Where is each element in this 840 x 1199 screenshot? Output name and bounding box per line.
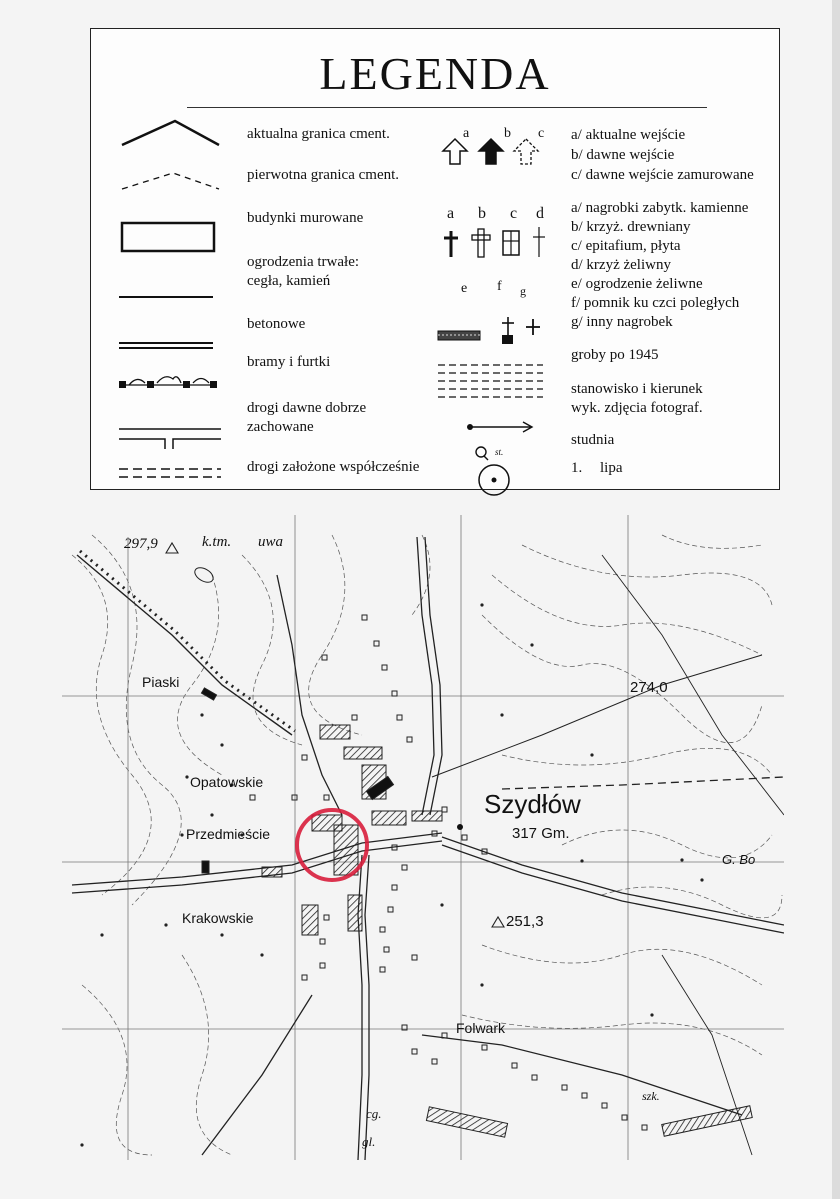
legend-left-symbols: [117, 117, 227, 482]
map-label-przedmiescie: Przedmieście: [186, 826, 271, 842]
grave-letter-e: e: [461, 281, 468, 296]
current-border-symbol: [122, 121, 219, 145]
wooden-cross-symbol: [472, 229, 490, 257]
map-grid: [62, 515, 784, 1160]
well-symbol-text: st.: [495, 447, 504, 457]
grave-desc-a: a/ nagrobki zabytk. kamienne: [571, 200, 749, 216]
linden-tree-symbol: [477, 463, 511, 497]
grave-desc-d: d/ krzyż żeliwny: [571, 257, 671, 273]
legend-old-roads-label-1: drogi dawne dobrze: [247, 400, 367, 416]
well-symbol: [476, 447, 488, 460]
entrance-desc-c: c/ dawne wejście zamurowane: [571, 167, 754, 183]
entrance-desc-a: a/ aktualne wejście: [571, 127, 686, 143]
legend-new-roads-label: drogi założone współcześnie: [247, 459, 420, 475]
map-label-gbo: G. Bo: [722, 852, 756, 867]
old-road-symbol: [119, 429, 221, 449]
map-label-cg: cg.: [366, 1106, 382, 1121]
grave-letter-g: g: [520, 284, 526, 298]
legend-title: LEGENDA: [319, 48, 551, 99]
triangulation-point-251: [492, 917, 504, 927]
iron-cross-symbol: [533, 227, 545, 257]
iron-fence-symbol: [438, 331, 480, 340]
pond-shape: [192, 565, 215, 585]
contour-lines: [72, 535, 782, 1155]
photo-label-1: stanowisko i kierunek: [571, 381, 703, 397]
grave-letter-c: c: [510, 205, 518, 222]
map-label-szydlow: Szydłów: [484, 789, 581, 819]
legend-brick-building-label: budynki murowane: [247, 210, 364, 226]
grave-letter-d: d: [536, 205, 544, 222]
grave-desc-e: e/ ogrodzenie żeliwne: [571, 276, 703, 292]
map-label-szk: szk.: [642, 1089, 660, 1103]
grave-desc-c: c/ epitafium, płyta: [571, 238, 681, 254]
other-grave-symbol: [526, 319, 540, 335]
legend-gates-label: bramy i furtki: [247, 354, 331, 370]
legend-middle-symbols: [433, 121, 557, 491]
map-elev-274: 274,0: [630, 679, 668, 696]
photo-label-2: wyk. zdjęcia fotograf.: [571, 400, 703, 416]
well-label: studnia: [571, 432, 615, 448]
gate-symbol: [119, 377, 217, 388]
map-label-folwark: Folwark: [456, 1020, 506, 1036]
legend-permanent-fence-label-2: cegła, kamień: [247, 273, 331, 289]
map-text-ktm: k.tm.: [202, 534, 232, 550]
legend-permanent-fence-label-1: ogrodzenia trwałe:: [247, 254, 360, 270]
entrance-letter-a: a: [463, 126, 470, 141]
legend-concrete-label: betonowe: [247, 316, 306, 332]
photo-position-symbol: [467, 422, 532, 432]
tree-label: lipa: [600, 460, 623, 476]
entrance-letter-c: c: [538, 126, 545, 141]
map-label-piaski: Piaski: [142, 674, 180, 690]
village-buildings: [201, 688, 752, 1137]
epitaph-symbol: [503, 231, 519, 255]
former-entrance-symbol: [479, 139, 503, 164]
grave-desc-g: g/ inny nagrobek: [571, 314, 673, 330]
map-text-uwa: uwa: [258, 534, 284, 550]
map-drawing: [62, 515, 784, 1160]
legend-old-roads-label-2: zachowane: [247, 419, 314, 435]
map-label-gl: gl.: [362, 1134, 376, 1149]
page-edge: [832, 0, 840, 1199]
grave-letter-b: b: [478, 205, 486, 222]
map-label-opatowskie: Opatowskie: [190, 774, 264, 790]
entrance-letter-b: b: [504, 126, 511, 141]
church-marker: [457, 824, 463, 830]
legend-title-rule: [187, 107, 707, 108]
legend-original-border-label: pierwotna granica cment.: [247, 167, 400, 183]
topographic-map: [62, 515, 784, 1160]
walled-entrance-symbol: [514, 139, 538, 164]
stone-grave-symbol: [444, 231, 458, 257]
brick-building-symbol: [122, 223, 214, 251]
map-elev-297: 297,9: [124, 536, 158, 552]
map-elev-251: 251,3: [506, 913, 544, 930]
map-label-krakowskie: Krakowskie: [182, 910, 254, 926]
entrance-desc-b: b/ dawne wejście: [571, 147, 675, 163]
grave-desc-f: f/ pomnik ku czci poległych: [571, 295, 740, 311]
post-1945-graves-symbol: [438, 365, 543, 397]
roads: [72, 537, 784, 1160]
tree-number: 1.: [571, 460, 583, 476]
railway-line: [77, 551, 295, 735]
monument-symbol: [502, 317, 514, 344]
post-1945-label: groby po 1945: [571, 347, 659, 363]
new-road-symbol: [119, 469, 221, 477]
grave-letter-a: a: [447, 205, 455, 222]
triangulation-point-top: [166, 543, 178, 553]
legend-current-border-label: aktualna granica cment.: [247, 126, 390, 142]
legend-panel: [90, 28, 780, 490]
original-border-symbol: [122, 173, 219, 189]
grave-letter-f: f: [497, 279, 502, 294]
map-label-gm: 317 Gm.: [512, 825, 570, 842]
grave-desc-b: b/ krzyż. drewniany: [571, 219, 691, 235]
